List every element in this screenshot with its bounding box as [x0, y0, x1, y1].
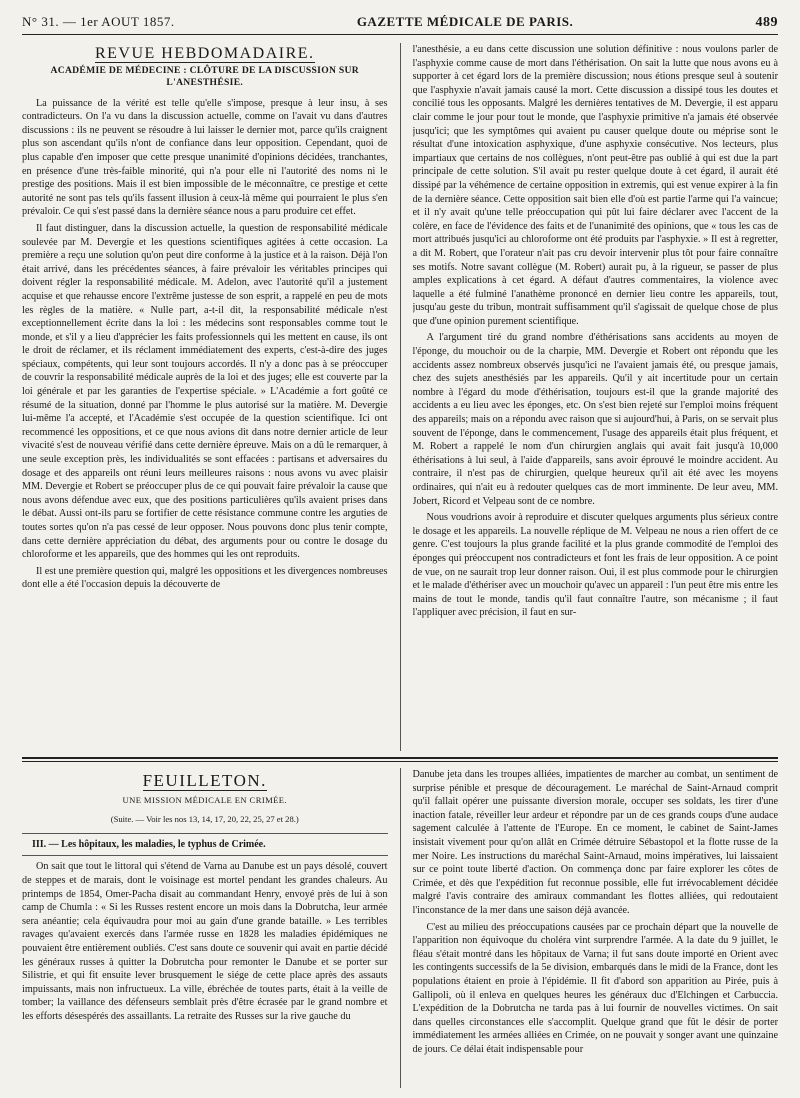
column-rule [400, 43, 401, 751]
revue-right-column [413, 43, 779, 751]
feuilleton-title: FEUILLETON. [142, 771, 267, 790]
issue-date: N° 31. — 1er AOUT 1857. [22, 14, 175, 29]
revue-paragraph: Il est une première question qui, malgré les oppositions et les divergences nombreuses dont elle a été l'occasion depuis la découverte de [22, 565, 388, 591]
revue-paragraph: La puissance de la vérité est telle qu'elle s'impose, presque à leur insu, à ses contradicteurs. On l'a vu dans la discussion actuelle, comme on l'avait vu dans d'autres discussions : ils ne peuvent se résoudre à lui laisser le dernier mot, parce qu'ils craignent plus son ascendant qu'ils n'ont de confiance dans leur opposition. Cependant, quoi de plus capable d'en imposer que cette presque unanimité d'opinions décidées, tranchantes, en présence d'une très-faible minorité, qui n'a pour elle ni l'autorité des noms ni le prestige des positions. Mais il est bien impossible de le méconnaître, ce prestige et cette autorité ne sont pas tels qu'ils fassent illusion à ceux-là même qui pourraient le plus s'en prévaloir. Ce qui s'est passé dans la dernière séance nous a paru produire cet effet. [22, 97, 388, 218]
revue-paragraph: Il faut distinguer, dans la discussion actuelle, la question de responsabilité médicale soulevée par M. Devergie et les questions scientifiques agitées à cette occasion. La première a reçu une solution qu'on peut dire conforme à la justice et à la raison. Déjà l'on était arrivé, dans les précédentes séances, à faire prévaloir les véritables principes qui doivent régler la responsabilité médicale. M. Adelon, avec l'autorité qu'il a justement acquise et que rehausse encore l'extrême justesse de son esprit, a rappelé en peu de mots les règles de la matière. « Nulle part, a-t-il dit, la responsabilité médicale n'est exceptionnellement écrite dans la loi : les médecins sont responsables comme tout le monde, et s'il y a lieu d'apprécier les faits professionnels qui les mettent en cause, ils ont le droit de réclamer, et ils réclament immédiatement des experts, c'est-à-dire des juges spéciaux, compétents, qui leur sont toujours accordés. Il n'y a donc pas à se préoccuper de couvrir la responsabilité médicale auprès de la loi et des juges; elle est couverte par la loi générale et par les garanties de l'expertise spéciale. » L'Académie a fort goûté ce résumé de la situation, donné par l'homme le plus autorisé sur la matière. M. Devergie lui-même l'a accepté, et l'Académie s'est occupée de la question scientifique. Ici ont recommencé les oppositions, et ce que nous avions dit dans notre dernier article de leur vivacité s'est de nouveau vérifié dans cette dernière épreuve. Mais on a dû le remarquer, à une seule exception près, les individualités se sont effacées : partisans et adversaires du dosage et des appareils ont réuni leurs meilleures raisons : nous avons vu avec plaisir MM. Devergie et Robert se préoccuper plus de ce qui pouvait faire prévaloir la cause que nous avons défendue avec eux, que des positions particulières qu'ils avaient prises dans le débat. Aussi ont-ils paru se fortifier de cette résistance commune contre les arguties de toutes sortes qu'on n'a pas cessé de leur opposer. Nous pouvons donc plus tenir compte, dans cette dernière appréciation du débat, des arguments pour ou contre le dosage du chloroforme et les appareils, que des hommes qui les ont reproduits. [22, 222, 388, 561]
revue-paragraph: Nous voudrions avoir à reproduire et discuter quelques arguments plus sérieux contre le dosage et les appareils. La nouvelle réplique de M. Velpeau ne nous a rien offert de ce genre. C'est toujours la plus grande facilité et la plus grande commodité de l'emploi des éponges qui préoccupent nos contradicteurs et font les frais de leur opposition. A ce point de vue, on ne saurait trop leur donner raison. Oui, il est plus commode pour le chirurgien et le malade d'éthériser avec un mouchoir qu'avec un appareil : l'un peut être mis entre les mains de tout le monde, tandis qu'il faut connaître l'autre, son mécanisme ; il faut l'appliquer avec précision, il faut en sur- [412, 512, 778, 619]
heading-rule [22, 833, 388, 834]
academie-heading: ACADÉMIE DE MÉDECINE : CLÔTURE DE LA DISCUSSION SUR L'ANESTHÉSIE. [50, 64, 359, 88]
page-number: 489 [755, 15, 778, 30]
feuilleton-section [22, 768, 778, 1088]
revue-paragraph: l'anesthésie, a eu dans cette discussion une solution définitive : nous voulons parler de l'asphyxie comme cause de mort dans l'éthérisation. On sait la lutte que nous avons eu à supporter à cet égard lors de la première discussion; nous étions presque seul à soutenir que l'asphyxie n'avait jamais causé la mort. Cette discussion a dissipé tous les doutes et concilié tous les opposants. Malgré les dernières tentatives de M. Devergie, il est apparu clair comme le jour pour tout le monde, que l'asphyxie primitive n'a jamais été observée jusqu'ici; que les symptômes qui avaient pu causer quelque doute ou méprise sont le résultat d'une intoxication asphyxique, d'une asphyxie consécutive. Nos lecteurs, plus impartiaux que certains de nos collègues, n'ont peut-être pas oublié à qui est due la part principale de cette solution. S'il avait pu rester quelque doute à cet égard, il aurait été dissipé par la véhémence de certaine opposition in extremis, qui est venue expirer à la fin de la dernière séance. Cette opposition sait bien elle d'où est partie l'arme qui l'a vaincue; et il n'y avait qu'une telle préoccupation qui pût lui faire déclarer avec l'accent de la colère, en face de l'évidence des faits et de l'unanimité des opinions, que « tous les cas de mort attribués jusqu'ici au chloroforme ont été produits par l'asphyxie. » Il est à regretter, a dit M. Robert, que l'orateur n'ait pas cru devoir intervenir plus tôt pour faire connaître ses motifs. Notre savant collègue (M. Robert) aurait pu, à la rigueur, se passer de plus amples explications à cet égard. A défaut d'autres commentaires, la violence avec laquelle a été fulminé l'anathème prononcé en dernier lieu contre les appareils, tout, jusqu'au geste du tribun, montrait suffisamment qu'il s'agissait de quelque chose de plus que d'une opinion purement scientifique. [412, 44, 778, 327]
mission-heading: UNE MISSION MÉDICALE EN CRIMÉE. [122, 794, 287, 805]
feuilleton-right-column [413, 768, 779, 1088]
section-heading: III. — Les hôpitaux, les maladies, le typhus de Crimée. [32, 838, 266, 850]
running-header [22, 14, 778, 35]
revue-section [22, 43, 778, 751]
section-divider [22, 757, 778, 762]
feuilleton-paragraph: Danube jeta dans les troupes alliées, impatientes de marcher au combat, un sentiment de surprise pénible et presque de découragement. Le maréchal de Saint-Arnaud comprit qu'il fallait opérer une puissante diversion morale, occuper ses soldats, les tirer d'une inaction fatale, réveiller leur ardeur et répondre par un de ces grands coups d'une audace sagement calculée à l'attente de l'Europe. En ce moment, le cabinet de Saint-James insistait vivement pour qu'on allât en Crimée détruire Sébastopol et la flotte russe de la mer Noire. Les instructions du maréchal Saint-Arnaud, moins impératives, lui laissaient sur ce point toute liberté d'action. On commença donc par faire explorer les côtes de Crimée, et dès que l'expédition fut reconnue possible, elle fut irrévocablement décidée malgré l'avis contraire des amiraux commandant les flottes alliées, qui redoutaient l'inconstance de la mer dans une saison déjà avancée. [412, 769, 778, 916]
suite-note: (Suite. — Voir les nos 13, 14, 17, 20, 22, 25, 27 et 28.) [110, 814, 299, 825]
feuilleton-paragraph: On sait que tout le littoral qui s'étend de Varna au Danube est un pays désolé, couvert de steppes et de marais, dont le voisinage est mortel pendant les grandes chaleurs. Au printemps de 1854, Omer-Pacha disait au commandant Henry, envoyé près de lui à son camp de Chumla : « Si les Russes restent encore un mois dans la Dobrutcha, leur armée sera anéantie; cela équivaudra pour moi au gain d'une grande bataille. » Les terribles ravages qu'avaient exercés dans l'armée russe en 1828 les maladies épidémiques ne pouvaient être entièrement oubliés. C'est sans doute ce souvenir qui avait en partie décidé les généraux russes à quitter la Dobrutcha pour remonter le Danube et se porter sur Silistrie, et qui fit ensuite lever brusquement le siége de cette place après des assauts impuissants, mais non infructueux. La ville, ébréchée de toutes parts, était à la veille de tomber; la vaillance des défenseurs semblait près d'être écrasée par le grand nombre et les efforts désespérés des assaillants. La retraite des Russes sur la rive gauche du [22, 861, 388, 1022]
heading-rule [22, 855, 388, 856]
revue-title: REVUE HEBDOMADAIRE. [94, 45, 315, 62]
feuilleton-paragraph: C'est au milieu des préoccupations causées par ce prochain départ que la nouvelle de l'apparition non équivoque du choléra vint surprendre l'armée. A la date du 9 juillet, le fléau s'était montré dans les hôpitaux de Varna; il fut sans doute importé en Orient avec les contingents successifs de la 5e division, embarqués dans le midi de la France, dont les populations étaient en proie à l'épidémie. Il fit d'abord son apparition au Pirée, puis à Gallipoli, où il enleva en quelques heures les généraux duc d'Elchingen et Carbuccia. L'expédition de la Dobrutcha ne tarda pas à lui fournir de nouvelles victimes. On sait dans quelles circonstances elle s'accomplit. Quelque grand que fût le désir de porter immédiatement les armées alliées en Crimée, on ne pouvait y songer avant une quinzaine de jours. Ce délai était indispensable pour [412, 921, 778, 1055]
column-rule [400, 768, 401, 1088]
revue-left-column [22, 43, 388, 751]
feuilleton-left-column [22, 768, 388, 1088]
revue-paragraph: A l'argument tiré du grand nombre d'éthérisations sans accidents au moyen de l'éponge, du mouchoir ou de la charpie, MM. Devergie et Robert ont répondu que les accidents assez nombreux observés jusqu'ici ne l'avaient jamais été, ou presque jamais, chez des sujets anesthésiés par les appareils. Qu'il y ait incertitude pour un certain nombre à l'égard du mode d'éthérisation, toujours est-il que la grande majorité des accidents a eu lieu avec les éponges, etc. On s'est bien rejeté sur l'emploi moins fréquent des appareils; mais on a répondu avec raison que si aujourd'hui, à Paris, on se servait plus souvent de l'éponge, dans le commencement, l'usage des appareils était plus fréquent, et M. Robert a rappelé le nom d'un chirurgien anglais qui avait fait jusqu'à 10,000 éthérisations à lui seul, à l'aide d'appareils, sans avoir éprouvé le moindre accident. Au contraire, il n'est pas de chirurgien, quelque heureux qu'il ait été avec les moyens ordinaires, qui n'ait eu à redouter quelques cas de mort imminente. De leur aveu, MM. Jobert, Ricord et Velpeau sont de ce nombre. [412, 332, 778, 507]
journal-title: GAZETTE MÉDICALE DE PARIS. [356, 14, 574, 29]
